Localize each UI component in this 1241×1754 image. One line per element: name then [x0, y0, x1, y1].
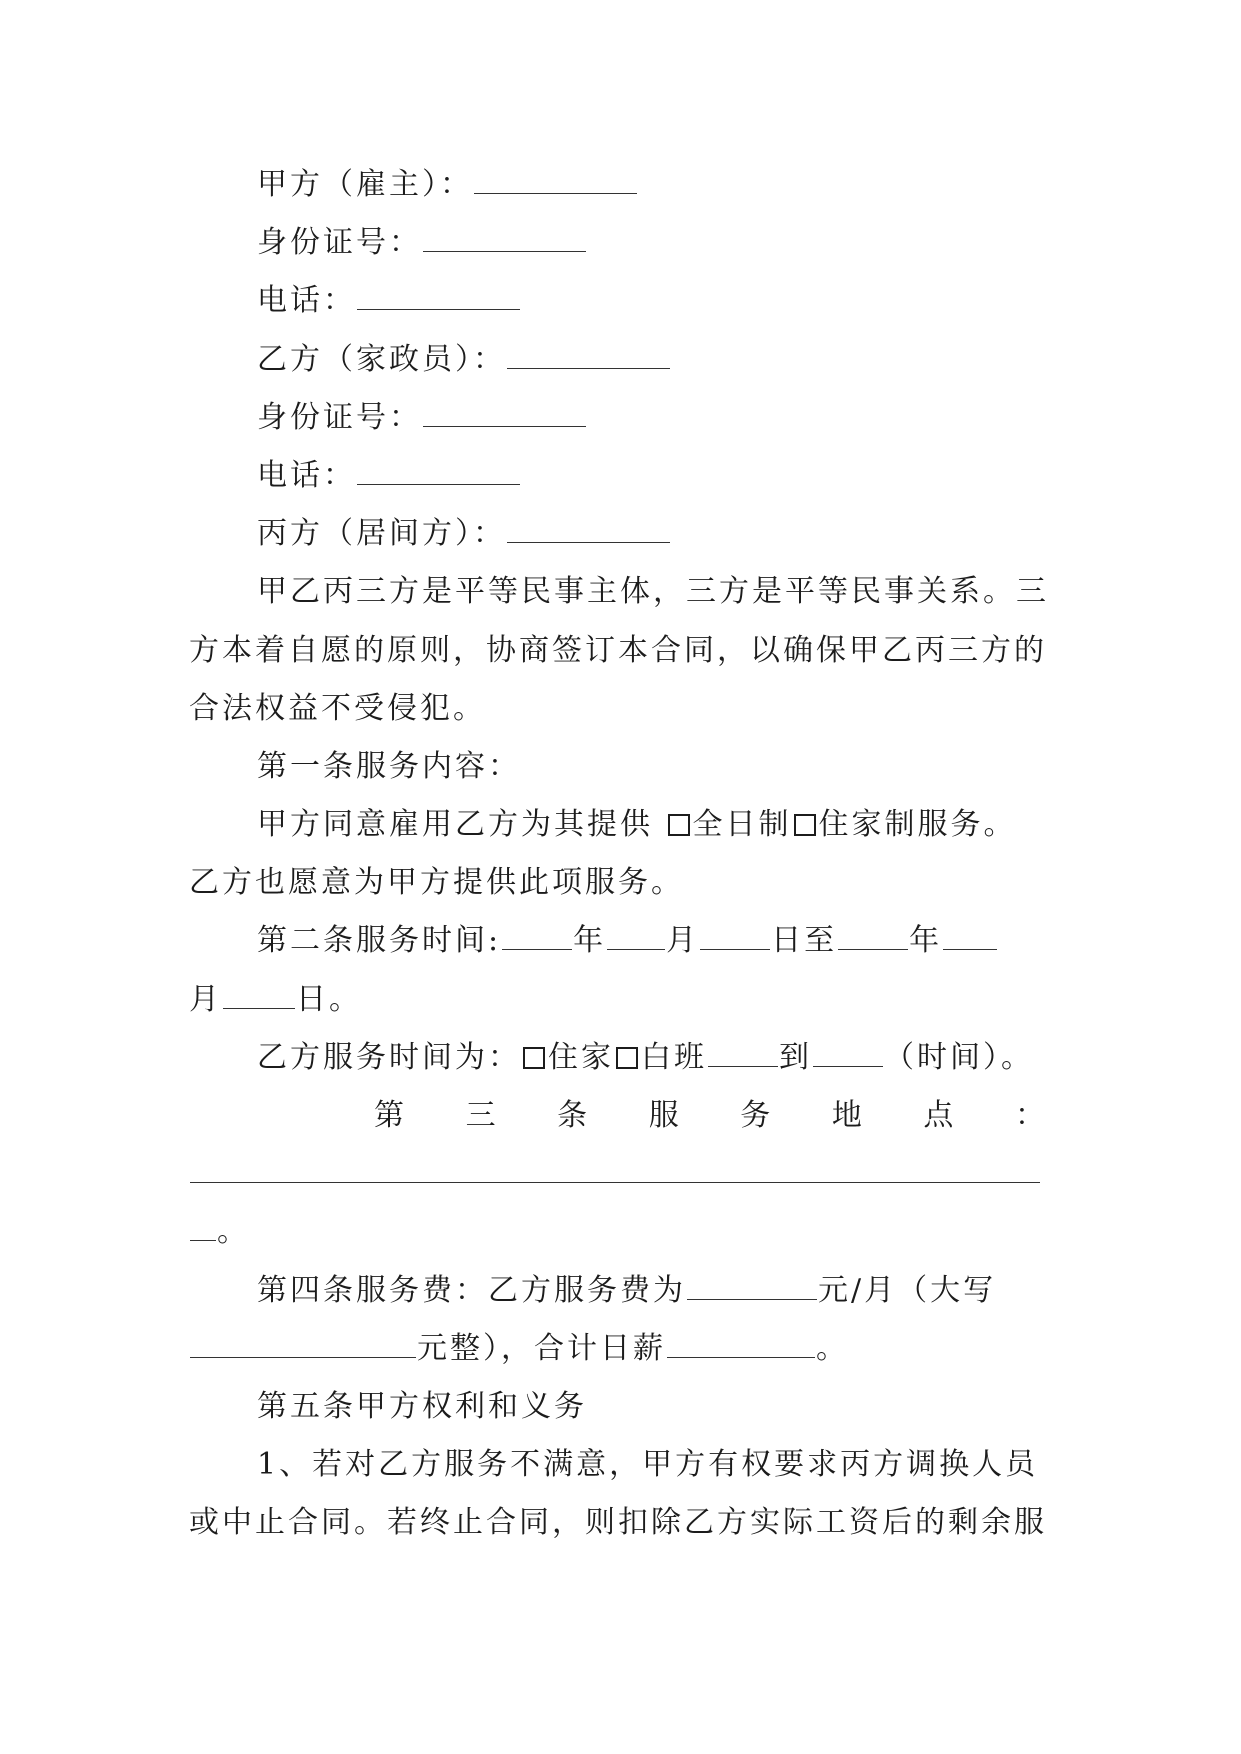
party-a-id-blank[interactable] — [423, 225, 586, 252]
option-fulltime-label: 全日制 — [692, 807, 792, 843]
daily-wage-blank[interactable] — [667, 1331, 815, 1358]
intro-line-1: 甲乙丙三方是平等民事主体，三方是平等民事关系。三 — [257, 574, 1049, 610]
fee-capital-blank[interactable] — [190, 1331, 416, 1358]
article-3-char: 地 — [831, 1098, 862, 1133]
article-4-line-2 — [189, 1320, 1053, 1378]
party-a-phone-label: 电话： — [257, 283, 356, 319]
article-4-prefix: 第四条服务费：乙方服务费为 — [257, 1272, 686, 1308]
article-5-item-1-line-1: 1、若对乙方服务不满意，甲方有权要求丙方调换人员 — [257, 1447, 1039, 1483]
article-3-char: 点 — [923, 1098, 954, 1133]
party-b-label: 乙方（家政员）： — [257, 341, 506, 377]
article-2-line-2 — [189, 971, 1053, 1029]
schedule-livein-label: 住家 — [548, 1039, 614, 1075]
schedule-daytime-label: 白班 — [641, 1039, 707, 1075]
article-1-heading: 第一条服务内容： — [257, 748, 521, 784]
article-3-end: 。 — [217, 1214, 250, 1250]
year-label: 年 — [573, 923, 607, 959]
article-2-schedule-line — [189, 1029, 1053, 1087]
schedule-prefix: 乙方服务时间为： — [257, 1039, 521, 1075]
article-3-heading — [189, 1087, 1053, 1145]
service-address-blank[interactable] — [190, 1156, 1040, 1183]
article-3-char: 第 — [374, 1098, 404, 1133]
party-b-blank[interactable] — [507, 342, 670, 369]
article-2-prefix: 第二条服务时间: — [257, 923, 502, 959]
month-label: 月 — [666, 923, 700, 959]
end-year-blank[interactable] — [838, 923, 908, 950]
day-to-label: 日至 — [771, 923, 838, 959]
party-a-id-label: 身份证号： — [257, 225, 422, 261]
intro-line-2: 方本着自愿的原则，协商签订本合同，以确保甲乙丙三方的 — [189, 632, 1047, 668]
party-a-line — [189, 156, 1053, 214]
start-month-blank[interactable] — [607, 923, 665, 950]
party-b-phone-blank[interactable] — [357, 458, 520, 485]
start-day-blank[interactable] — [700, 923, 770, 950]
service-address-blank-end[interactable] — [190, 1214, 216, 1241]
start-year-blank[interactable] — [502, 923, 572, 950]
article-3-char: 三 — [465, 1098, 496, 1133]
year2-label: 年 — [909, 923, 943, 959]
article-1-prefix: 甲方同意雇用乙方为其提供 — [257, 807, 666, 843]
article-4-line-1 — [189, 1262, 1053, 1320]
article-1-line-2: 乙方也愿意为甲方提供此项服务。 — [189, 865, 684, 901]
article-3-address-line — [189, 1145, 1053, 1203]
party-a-blank[interactable] — [474, 167, 637, 194]
article-2-line-1 — [189, 912, 1053, 970]
party-c-blank[interactable] — [507, 516, 670, 543]
end-month-blank-start[interactable] — [943, 923, 997, 950]
time-from-blank[interactable] — [708, 1040, 778, 1067]
party-c-label: 丙方（居间方）： — [257, 516, 506, 552]
party-b-phone-label: 电话： — [257, 457, 356, 493]
fee-unit-label: 元/月（大写 — [818, 1272, 997, 1308]
contract-body — [189, 156, 1053, 1553]
party-b-id-blank[interactable] — [423, 400, 586, 427]
party-b-line — [189, 331, 1053, 389]
month2-label: 月 — [189, 981, 222, 1017]
party-a-phone-line — [189, 272, 1053, 330]
article-3-address-end-line — [189, 1203, 1053, 1261]
time-to-blank[interactable] — [813, 1040, 883, 1067]
to-label: 到 — [779, 1039, 812, 1075]
article-5-heading: 第五条甲方权利和义务 — [257, 1388, 587, 1424]
option-livein-label: 住家制服务。 — [818, 807, 1017, 843]
capital-suffix: 元整），合计日薪 — [417, 1330, 666, 1366]
checkbox-livein[interactable] — [794, 814, 816, 836]
monthly-fee-blank[interactable] — [687, 1273, 817, 1300]
party-a-id-line — [189, 214, 1053, 272]
party-b-phone-line — [189, 447, 1053, 505]
intro-line-3: 合法权益不受侵犯。 — [189, 690, 486, 726]
checkbox-schedule-livein[interactable] — [523, 1047, 545, 1069]
article-1-line-1 — [189, 796, 1053, 854]
party-b-id-label: 身份证号： — [257, 399, 422, 435]
article-3-char: 务 — [740, 1098, 771, 1133]
article-5-item-1-line-2: 或中止合同。若终止合同，则扣除乙方实际工资后的剩余服 — [189, 1505, 1047, 1541]
end-day-blank[interactable] — [223, 982, 295, 1009]
party-b-id-line — [189, 389, 1053, 447]
party-a-phone-blank[interactable] — [357, 283, 520, 310]
checkbox-schedule-daytime[interactable] — [616, 1047, 638, 1069]
article-3-char: 服 — [648, 1098, 679, 1133]
article-3-char: 条 — [557, 1098, 588, 1133]
article-4-end: 。 — [816, 1330, 849, 1366]
party-a-label: 甲方（雇主）： — [257, 167, 473, 202]
day-end-label: 日。 — [296, 981, 362, 1017]
article-3-char: ： — [1014, 1098, 1045, 1133]
time-suffix: （时间）。 — [884, 1039, 1034, 1075]
party-c-line — [189, 505, 1053, 563]
checkbox-fulltime[interactable] — [668, 814, 690, 836]
